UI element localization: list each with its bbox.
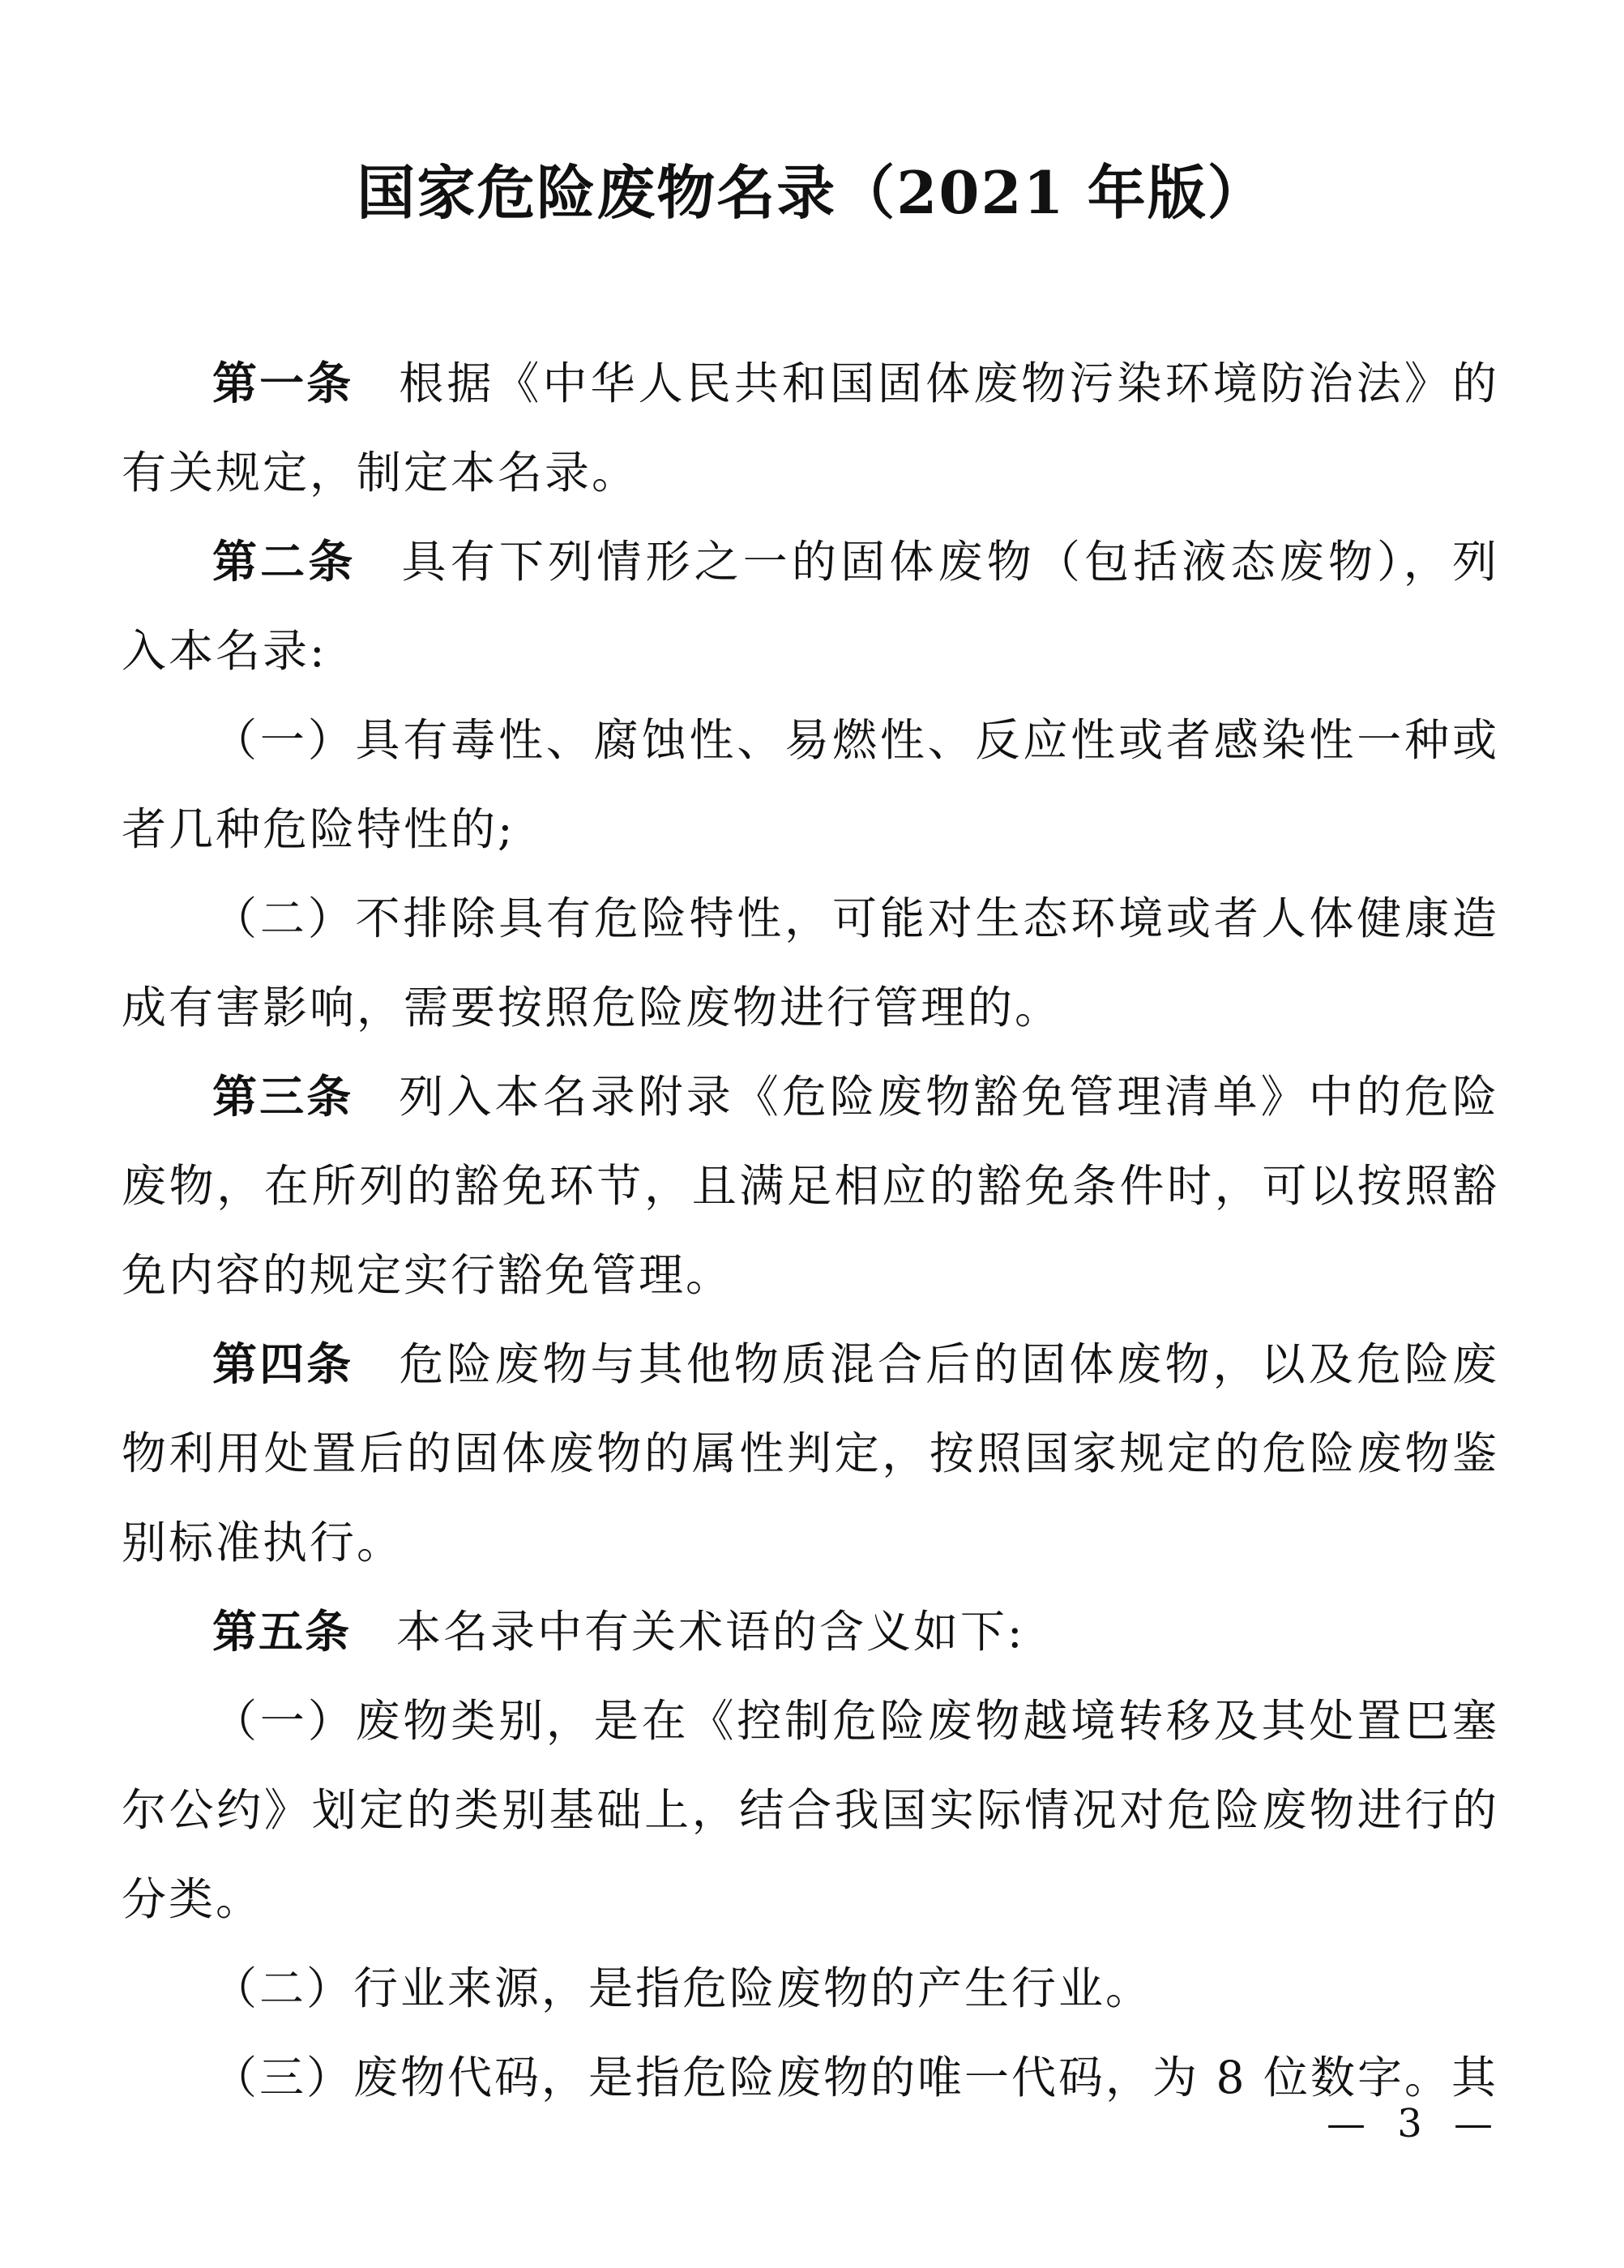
paragraph-text: （二）不排除具有危险特性，可能对生态环境或者人体健康造成有害影响，需要按照危险废物进行管理的。	[122, 892, 1499, 1033]
article-5-item-1	[122, 1676, 1499, 1944]
article-5-paragraph	[122, 1587, 1499, 1676]
article-2-paragraph	[122, 517, 1499, 695]
article-label: 第四条	[212, 1338, 354, 1390]
page-number: — 3 —	[1326, 2101, 1502, 2146]
article-label: 第一条	[212, 357, 354, 409]
document-body	[122, 339, 1499, 2122]
article-5-item-2	[122, 1944, 1499, 2033]
article-1-paragraph	[122, 339, 1499, 517]
paragraph-text: 本名录中有关术语的含义如下:	[396, 1606, 1025, 1658]
paragraph-text: 根据《中华人民共和国固体废物污染环境防治法》的有关规定，制定本名录。	[122, 357, 1499, 499]
article-3-paragraph	[122, 1052, 1499, 1320]
article-label: 第五条	[212, 1606, 352, 1658]
article-label: 第二条	[212, 536, 357, 588]
paragraph-text: （三）废物代码，是指危险废物的唯一代码，为 8 位数字。其	[212, 2052, 1498, 2103]
paragraph-text: （一）具有毒性、腐蚀性、易燃性、反应性或者感染性一种或者几种危险特性的;	[122, 714, 1499, 855]
article-4-paragraph	[122, 1320, 1499, 1587]
document-title: 国家危险废物名录（2021 年版）	[357, 158, 1267, 227]
article-label: 第三条	[212, 1071, 354, 1123]
paragraph-text: （一）废物类别，是在《控制危险废物越境转移及其处置巴塞尔公约》划定的类别基础上，结合我国实际情况对危险废物进行的分类。	[122, 1695, 1499, 1925]
paragraph-text: 具有下列情形之一的固体废物（包括液态废物），列入本名录:	[122, 536, 1499, 677]
article-2-item-2	[122, 874, 1499, 1052]
paragraph-text: （二）行业来源，是指危险废物的产生行业。	[212, 1962, 1153, 2014]
article-2-item-1	[122, 695, 1499, 874]
paragraph-text: 列入本名录附录《危险废物豁免管理清单》中的危险废物，在所列的豁免环节，且满足相应的豁免条件时，可以按照豁免内容的规定实行豁免管理。	[122, 1071, 1499, 1301]
paragraph-text: 危险废物与其他物质混合后的固体废物，以及危险废物利用处置后的固体废物的属性判定，按照国家规定的危险废物鉴别标准执行。	[122, 1338, 1499, 1568]
article-5-item-3	[122, 2033, 1499, 2122]
